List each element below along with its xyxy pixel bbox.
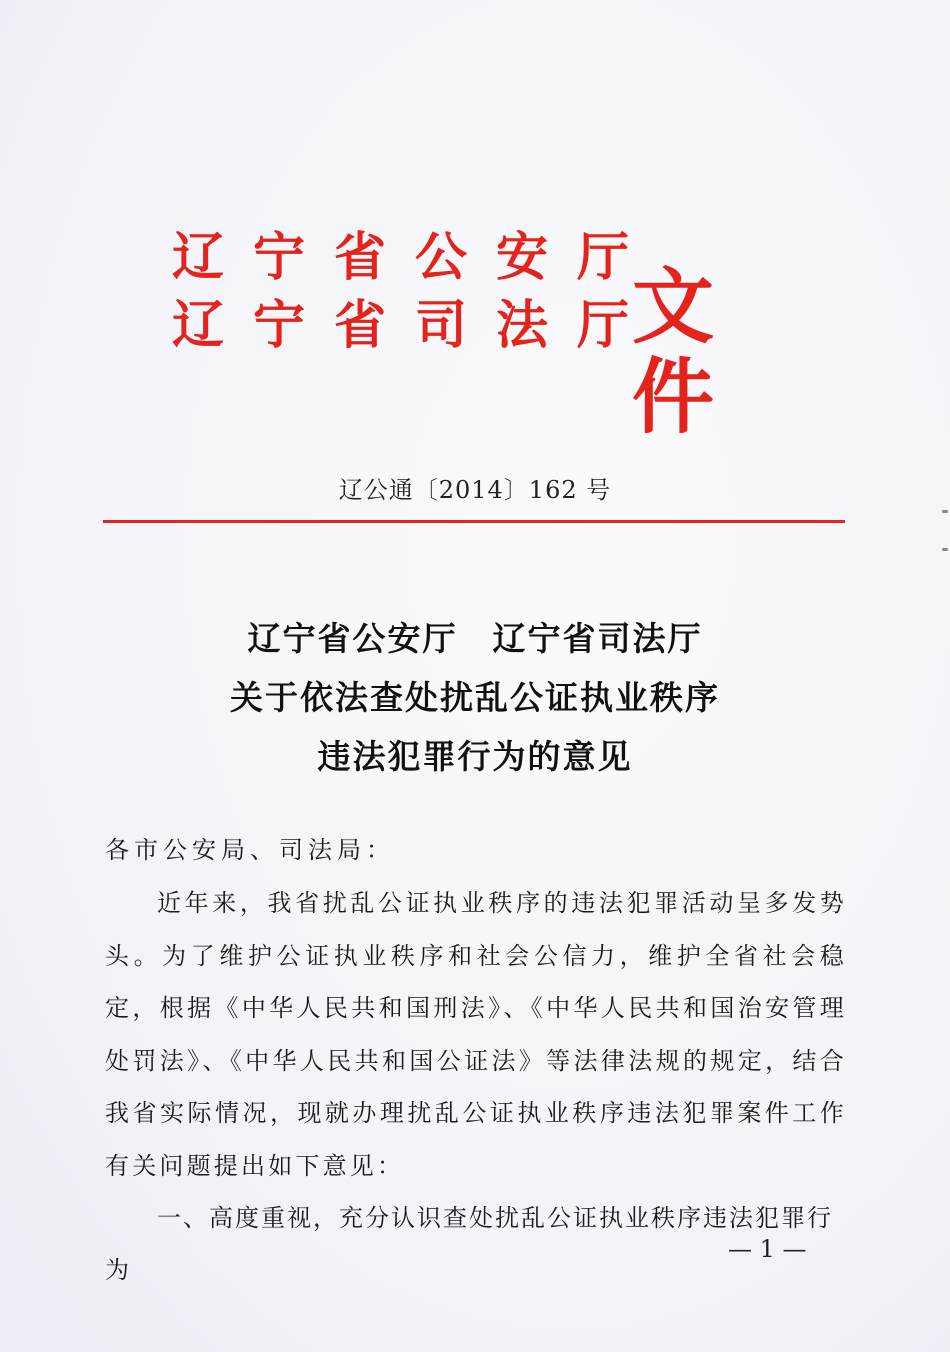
- salutation: 各市公安局、司法局：: [105, 836, 395, 864]
- issuer-justice: 辽宁省司法厅: [172, 295, 659, 356]
- title-line-1: 辽宁省公安厅 辽宁省司法厅: [247, 619, 703, 658]
- document-header: [172, 222, 792, 445]
- issuer-public-security: 辽宁省公安厅: [172, 227, 659, 288]
- page-number: — 1 —: [728, 1235, 807, 1263]
- title-line-2: 关于依法查处扰乱公证执业秩序: [230, 678, 720, 717]
- document-kind: 文件: [632, 259, 723, 445]
- section-1-heading: 一、高度重视，充分认识查处扰乱公证执业秩序违法犯罪行为: [105, 1204, 833, 1284]
- edge-mark: [942, 548, 948, 551]
- edge-mark: [942, 510, 948, 513]
- red-separator-line: [103, 520, 845, 523]
- title-line-3: 违法犯罪行为的意见: [317, 737, 633, 776]
- body-paragraph-1: 近年来，我省扰乱公证执业秩序的违法犯罪活动呈多发势头。为了维护公证执业秩序和社会公信力，维护全省社会稳定，根据《中华人民共和国刑法》、《中华人民共和国治安管理处罚法》、《中华人民共和国公证法》等法律法规的规定，结合我省实际情况，现就办理扰乱公证执业秩序违法犯罪案件工作有关问题提出如下意见：: [105, 889, 847, 1180]
- document-number: 辽公通〔2014〕162 号: [338, 476, 612, 504]
